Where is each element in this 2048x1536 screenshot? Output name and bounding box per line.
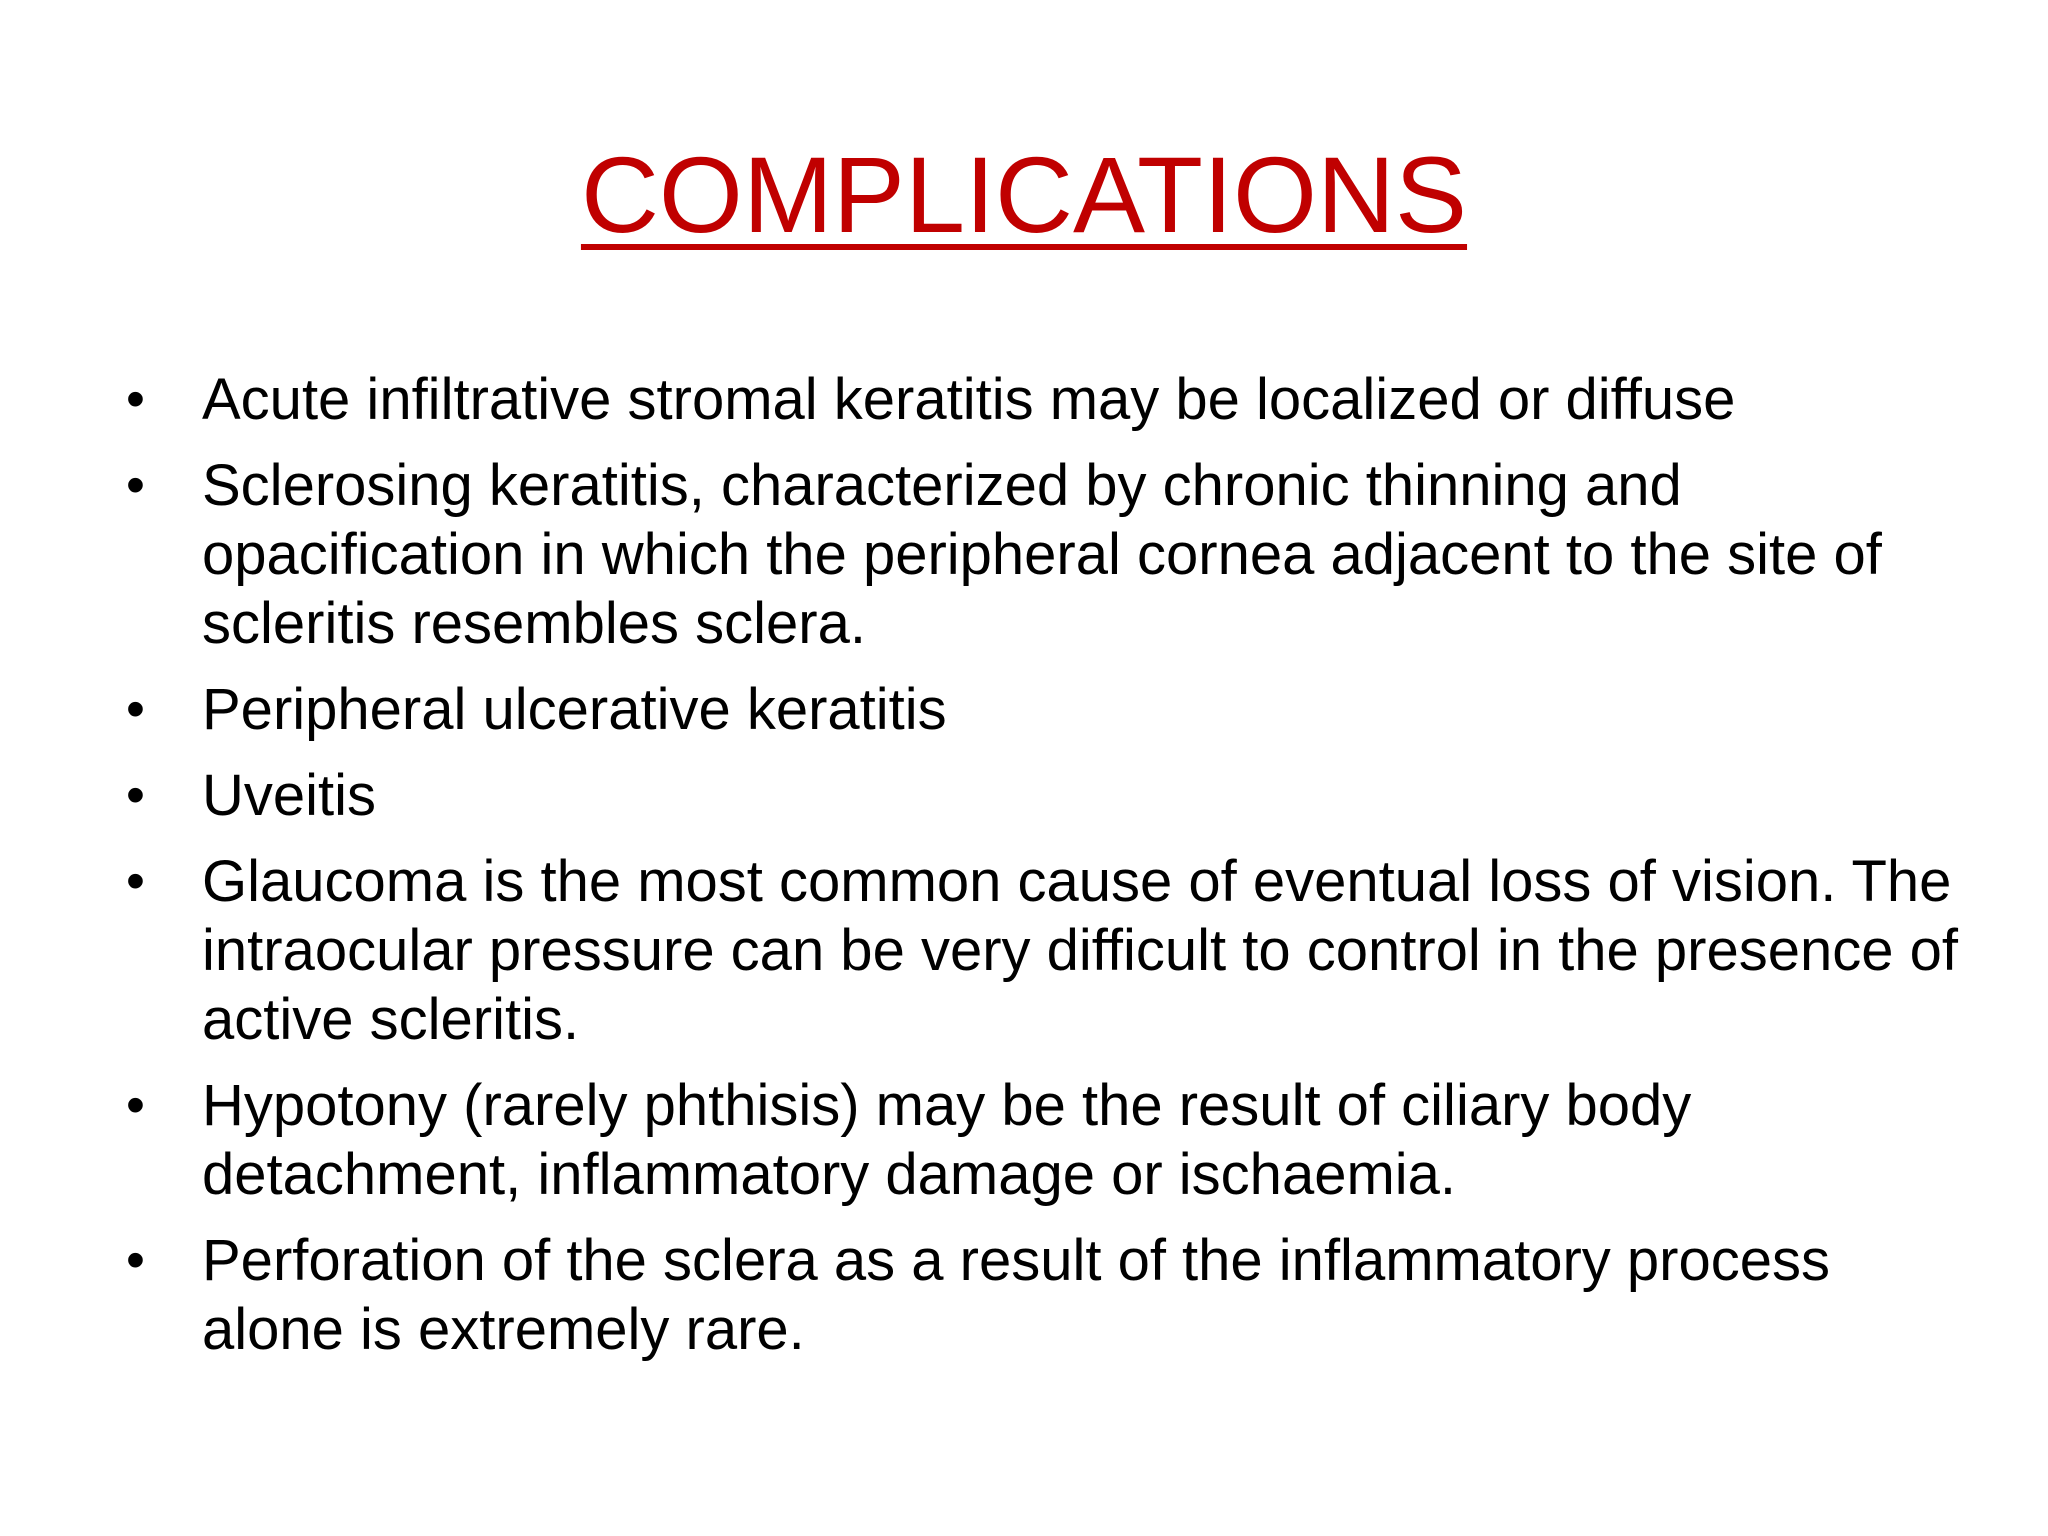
bullet-text: Uveitis bbox=[202, 763, 377, 828]
bullet-text: Glaucoma is the most common cause of eventual loss of vision. The intraocular pressure can be very difficult to control in the presence of active scleritis. bbox=[202, 849, 1958, 1052]
bullet-text: Hypotony (rarely phthisis) may be the result of ciliary body detachment, inflammatory damage or ischaemia. bbox=[202, 1073, 1692, 1207]
slide-title-text: COMPLICATIONS bbox=[580, 134, 1468, 255]
bullet-text: Acute infiltrative stromal keratitis may be localized or diffuse bbox=[202, 367, 1736, 432]
bullet-text: Peripheral ulcerative keratitis bbox=[202, 677, 947, 742]
bullet-text: Sclerosing keratitis, characterized by chronic thinning and opacification in which the peripheral cornea adjacent to the site of scleritis resembles sclera. bbox=[202, 453, 1882, 656]
bullet-text: Perforation of the sclera as a result of the inflammatory process alone is extremely rare. bbox=[202, 1228, 1830, 1362]
bullet-icon: • bbox=[126, 851, 145, 911]
slide-title bbox=[0, 130, 2048, 260]
bullet-icon: • bbox=[126, 679, 145, 739]
bullet-item bbox=[120, 761, 1960, 830]
bullet-list bbox=[120, 365, 1960, 1381]
bullet-item bbox=[120, 675, 1960, 744]
bullet-icon: • bbox=[126, 1075, 145, 1135]
bullet-item bbox=[120, 1071, 1960, 1209]
bullet-item bbox=[120, 451, 1960, 658]
bullet-item bbox=[120, 1226, 1960, 1364]
bullet-item bbox=[120, 847, 1960, 1054]
bullet-icon: • bbox=[126, 1230, 145, 1290]
bullet-icon: • bbox=[126, 765, 145, 825]
bullet-icon: • bbox=[126, 455, 145, 515]
bullet-item bbox=[120, 365, 1960, 434]
bullet-icon: • bbox=[126, 369, 145, 429]
